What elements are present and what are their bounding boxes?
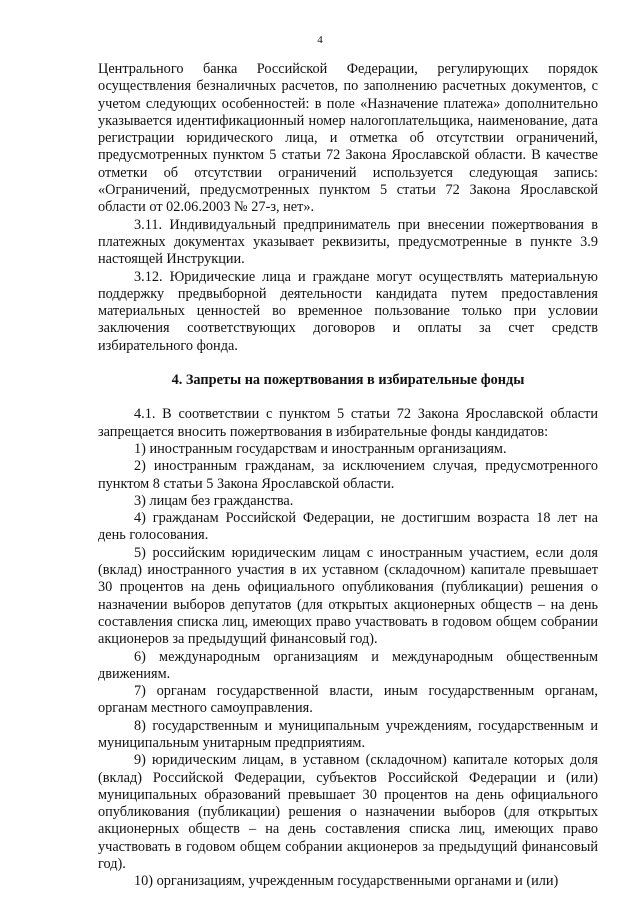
document-body [98,61,598,891]
paragraph: 3.12. Юридические лица и граждане могут осуществлять материальную поддержку предвыборной деятельности кандидата путем предоставления материальных ценностей во временное пользование только при условии заключения соответствующих договоров и оплаты за счет средств избирательного фонда. [98,268,598,354]
section-heading: 4. Запреты на пожертвования в избирательные фонды [171,372,525,389]
list-item: 7) органам государственной власти, иным государственным органам, органам местного самоуправления. [98,683,598,717]
list-item: 2) иностранным гражданам, за исключением случая, предусмотренного пунктом 8 статьи 5 Закона Ярославской области. [98,458,598,492]
list-item: 3) лицам без гражданства. [134,492,294,509]
paragraphs-before-heading [98,61,598,355]
paragraph: 4.1. В соответствии с пунктом 5 статьи 72 Закона Ярославской области запрещается вносить пожертвования в избирательные фонды кандидатов: [98,406,598,440]
paragraphs-after-heading [98,406,598,890]
list-item: 6) международным организациям и международным общественным движениям. [98,648,598,682]
list-item: 8) государственным и муниципальным учреждениям, государственным и муниципальным унитарным предприятиям. [98,717,598,751]
list-item: 10) организациям, учрежденным государственными органами и (или) [134,873,559,890]
list-item: 9) юридическим лицам, в уставном (складочном) капитале которых доля (вклад) Российской Федерации, субъектов Российской Федерации и (или) муниципальных образований превышает 30 процентов на день официального опубликования (публикации) решения о назначении выборов (для открытых акционерных обществ – на день составления списка лиц, имеющих право участвовать в годовом общем собрании акционеров за предыдущий финансовый год). [98,752,598,873]
list-item: 1) иностранным государствам и иностранным организациям. [134,440,507,457]
paragraph: Центрального банка Российской Федерации, регулирующих порядок осуществления безналичных расчетов, по заполнению расчетных документов, с учетом следующих особенностей: в поле «Назначение платежа» дополнительно указывается идентификационный номер налогоплательщика, наименование, дата регистрации юридического лица, и отметка об отсутствии ограничений, предусмотренных пунктом 5 статьи 72 Закона Ярославской области. В качестве отметки об отсутствии ограничений используется следующая запись: «Ограничений, предусмотренных пунктом 5 статьи 72 Закона Ярославской области от 02.06.2003 № 27-з, нет». [98,61,598,216]
list-item: 5) российским юридическим лицам с иностранным участием, если доля (вклад) иностранного участия в их уставном (складочном) капитале превышает 30 процентов на день официального опубликования (публикации) решения о назначении выборов депутатов (для открытых акционерных обществ – на день составления списка лиц, имеющих право участвовать в годовом общем собрании акционеров за предыдущий финансовый год). [98,544,598,648]
list-item: 4) гражданам Российской Федерации, не достигшим возраста 18 лет на день голосования. [98,510,598,544]
page-number: 4 [317,34,323,46]
paragraph: 3.11. Индивидуальный предприниматель при внесении пожертвования в платежных документах указывает реквизиты, предусмотренные в пункте 3.9 настоящей Инструкции. [98,216,598,268]
